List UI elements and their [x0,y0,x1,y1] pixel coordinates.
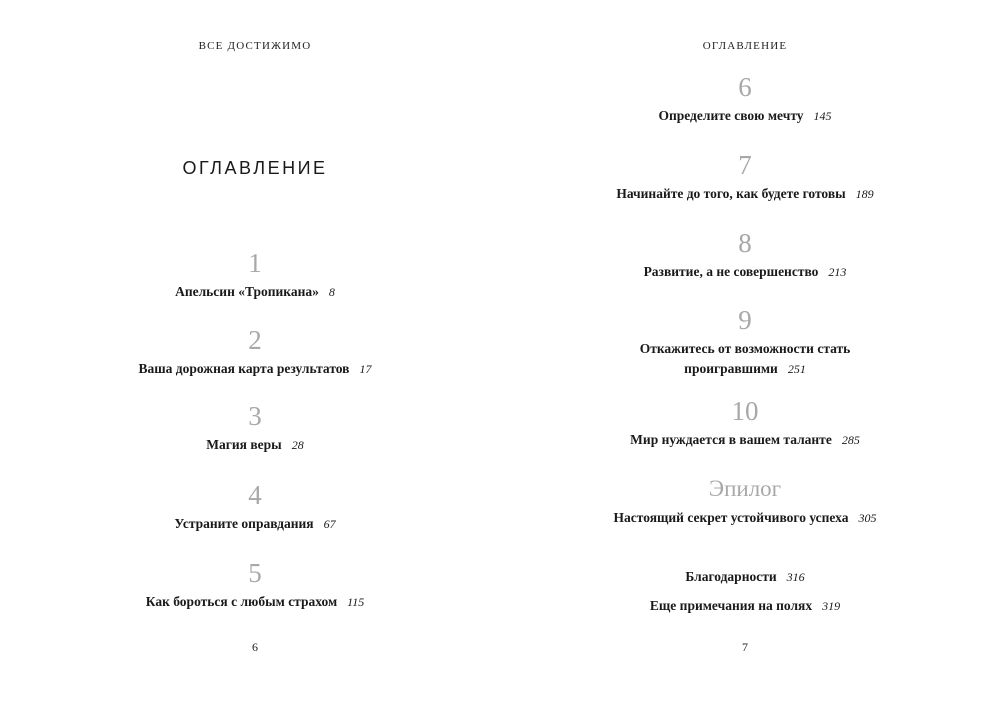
extra-title: Еще примечания на полях [649,598,813,613]
chapter-title: Начинайте до того, как будете готовы [616,186,846,201]
chapter-number: 10 [731,396,759,426]
chapter-page: 213 [828,265,847,279]
chapter-number: 3 [248,401,262,431]
chapter-number: 1 [248,248,262,278]
chapter-page: 115 [347,595,365,609]
toc-entry-3[interactable] [5,401,505,455]
chapter-title: Магия веры [206,437,282,452]
page-number-left: 6 [252,640,258,654]
chapter-title-line-2: проигравшими [684,361,778,376]
chapter-page: 8 [328,285,335,299]
chapter-title: Развитие, а не совершенство [643,264,819,279]
toc-entry-margin-notes[interactable] [495,596,995,616]
toc-entry-8[interactable] [495,228,995,282]
chapter-number: 8 [738,228,752,258]
chapter-page: 145 [813,109,832,123]
epilogue-page: 305 [858,511,877,525]
toc-entry-5[interactable] [5,558,505,612]
toc-entry-1[interactable] [5,248,505,302]
chapter-number: 6 [738,72,752,102]
chapter-number: 4 [248,480,262,510]
extra-page: 316 [786,570,805,584]
toc-title: ОГЛАВЛЕНИЕ [182,158,328,178]
running-head-right: ОГЛАВЛЕНИЕ [702,40,788,52]
chapter-number: 9 [738,305,752,335]
chapter-page: 251 [787,362,806,376]
chapter-number: 5 [248,558,262,588]
toc-entry-7[interactable] [495,150,995,204]
left-page [5,0,505,707]
chapter-page: 67 [323,517,336,531]
chapter-page: 189 [855,187,874,201]
chapter-page: 285 [841,433,860,447]
epilogue-label: Эпилог [708,476,782,501]
chapter-page: 28 [291,438,304,452]
chapter-number: 2 [248,325,262,355]
chapter-number: 7 [738,150,752,180]
toc-entry-2[interactable] [5,325,505,379]
chapter-title: Как бороться с любым страхом [145,594,338,609]
running-head-left: ВСЕ ДОСТИЖИМО [198,40,312,52]
chapter-title: Мир нуждается в вашем таланте [630,432,832,447]
right-page [495,0,995,707]
chapter-title-line-1: Откажитесь от возможности стать [639,341,851,356]
chapter-page: 17 [359,362,372,376]
chapter-title: Апельсин «Тропикана» [175,284,319,299]
extra-title: Благодарности [685,569,777,584]
chapter-title: Ваша дорожная карта результатов [138,361,350,376]
toc-entry-10[interactable] [495,396,995,450]
toc-entry-6[interactable] [495,72,995,126]
page-number-right: 7 [742,640,748,654]
epilogue-title: Настоящий секрет устойчивого успеха [613,510,849,525]
chapter-title: Определите свою мечту [658,108,804,123]
toc-entry-9[interactable] [495,305,995,379]
toc-entry-epilogue[interactable] [495,474,995,528]
toc-entry-4[interactable] [5,480,505,534]
extra-page: 319 [822,599,841,613]
chapter-title: Устраните оправдания [174,516,314,531]
toc-entry-acknowledgements[interactable] [495,567,995,587]
